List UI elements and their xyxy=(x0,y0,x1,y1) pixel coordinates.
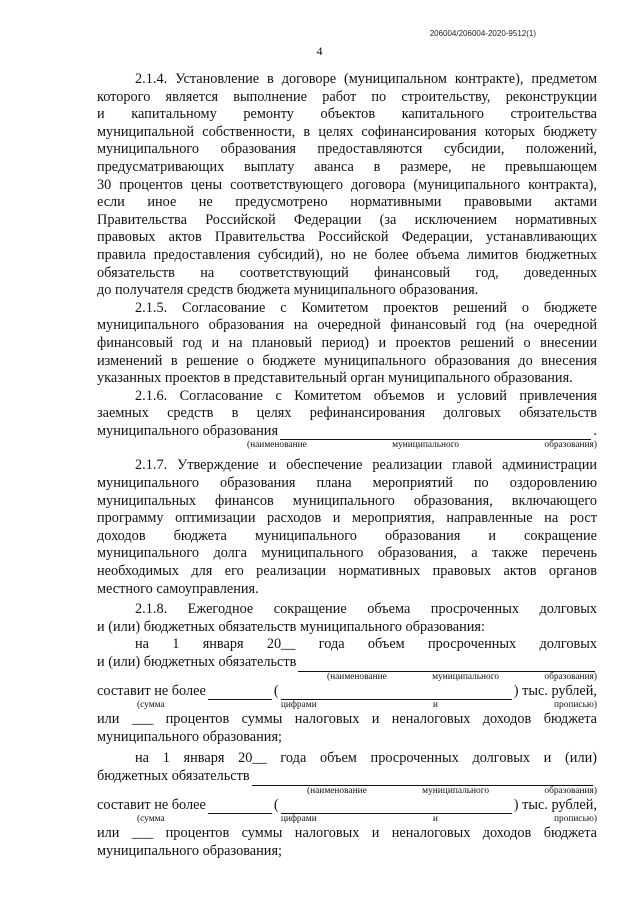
text-line: доходов бюджета муниципального образования и сокращение xyxy=(97,527,597,544)
section-2-1-8 xyxy=(97,601,597,860)
amount-row xyxy=(97,683,597,701)
text-line: местного самоуправления. xyxy=(97,580,259,597)
text-line: если иное не предусмотрено нормативными правовыми актами xyxy=(97,194,597,211)
amount-words-blank[interactable] xyxy=(281,686,512,700)
text-line: заемных средств в целях рефинансирования долговых обязательств xyxy=(97,405,597,422)
text-line: на 1 января 20__ года объем просроченных долговых и (или) xyxy=(135,750,597,767)
text-line: необходимых для его реализации нормативных правовых актов органов xyxy=(97,563,597,580)
text-line: муниципальной собственности, в целях софинансирования которых бюджету xyxy=(97,123,597,140)
text-line: до получателя средств бюджета муниципального образования. xyxy=(97,282,479,299)
text-line: ( xyxy=(273,682,279,699)
amount-short-blank[interactable] xyxy=(208,801,272,814)
text-line: которого является выполнение работ по строительству, реконструкции xyxy=(97,88,597,105)
text-line: муниципальных финансов муниципального образования, включающего xyxy=(97,492,597,509)
blank-line-row xyxy=(97,423,597,441)
text-line: и (или) бюджетных обязательств xyxy=(97,654,297,670)
text-line: ) тыс. рублей, xyxy=(513,682,597,699)
section-2-1-4 xyxy=(97,71,597,300)
text-line: правила предоставления субсидий), но не более объема лимитов бюджетных xyxy=(97,246,597,263)
amount-row xyxy=(97,797,597,815)
field-caption: (наименование муниципального образования) xyxy=(247,440,597,451)
text-line: и капитальному ремонту объектов капитального строительства xyxy=(97,106,597,123)
text-line: . xyxy=(593,422,597,439)
text-line: указанных проектов в представительный орган муниципального образования. xyxy=(97,370,573,387)
text-line: правовых актов Правительства Российской Федерации, устанавливающих xyxy=(97,229,597,246)
text-line: муниципального образования; xyxy=(97,842,282,859)
text-line: ) тыс. рублей, xyxy=(513,796,597,813)
municipality-name-blank[interactable] xyxy=(280,426,591,440)
text-line: муниципального образования; xyxy=(97,728,282,745)
text-line: ( xyxy=(273,796,279,813)
text-line: предусматривающих выплату аванса в размере, не превышающем xyxy=(97,158,597,175)
blank-line-row xyxy=(97,654,597,672)
text-line: программу оптимизации расходов и мероприятия, направленные на рост xyxy=(97,510,597,527)
text-line: составит не более xyxy=(97,796,206,813)
debt-reduction-block-1 xyxy=(97,636,597,746)
text-line: или ___ процентов суммы налоговых и неналоговых доходов бюджета xyxy=(97,825,597,842)
text-line: муниципального образования предоставляются субсидии, положений, xyxy=(97,141,597,158)
text-line: составит не более xyxy=(97,682,206,699)
text-line: на 1 января 20__ года объем просроченных долговых xyxy=(135,636,597,653)
text-line: изменений в решение о бюджете муниципального образования до внесения xyxy=(97,352,597,369)
field-caption: (сумма цифрами и прописью) xyxy=(137,700,597,711)
text-line: 2.1.8. Ежегодное сокращение объема просроченных долговых xyxy=(135,601,597,618)
text-line: Правительства Российской Федерации (за исключением нормативных xyxy=(97,211,597,228)
text-line: муниципального образования xyxy=(97,422,279,439)
text-line: муниципального долга муниципального образования, а также перечень xyxy=(97,545,597,562)
text-line: и (или) бюджетных обязательств муниципального образования: xyxy=(97,618,485,635)
municipality-name-blank[interactable] xyxy=(252,772,593,786)
text-line: 2.1.6. Согласование с Комитетом объемов и условий привлечения xyxy=(135,387,597,404)
debt-reduction-block-2 xyxy=(97,750,597,860)
text-line: муниципального образования плана мероприятий по оздоровлению xyxy=(97,475,597,492)
text-line: 30 процентов цены соответствующего договора (муниципального контракта), xyxy=(97,176,597,193)
field-caption: (сумма цифрами и прописью) xyxy=(137,814,597,825)
document-id: 206004/206004-2020-9512(1) xyxy=(429,29,536,38)
section-2-1-7 xyxy=(97,457,597,598)
text-line: 2.1.4. Установление в договоре (муниципальном контракте), предметом xyxy=(135,71,597,87)
text-line: финансовый год и на плановый период) и проектов решений о внесении xyxy=(97,334,597,351)
blank-line-row xyxy=(97,768,597,786)
amount-short-blank[interactable] xyxy=(208,687,272,700)
document-body xyxy=(97,71,597,860)
field-caption: (наименование муниципального образования) xyxy=(327,671,597,682)
amount-words-blank[interactable] xyxy=(281,800,512,814)
field-caption: (наименование муниципального образования) xyxy=(307,785,597,796)
text-line: муниципального образования на очередной финансовый год (на очередной xyxy=(97,317,597,334)
text-line: 2.1.7. Утверждение и обеспечение реализации главой администрации xyxy=(135,457,597,474)
text-line: обязательств на соответствующий финансовый год, доведенных xyxy=(97,264,597,281)
municipality-name-blank[interactable] xyxy=(298,658,595,672)
text-line: или ___ процентов суммы налоговых и неналоговых доходов бюджета xyxy=(97,711,597,728)
text-line: 2.1.5. Согласование с Комитетом проектов решений о бюджете xyxy=(135,299,597,316)
page-number: 4 xyxy=(316,44,323,58)
section-2-1-6 xyxy=(97,388,597,452)
section-2-1-5 xyxy=(97,300,597,388)
text-line: бюджетных обязательств xyxy=(97,767,250,784)
